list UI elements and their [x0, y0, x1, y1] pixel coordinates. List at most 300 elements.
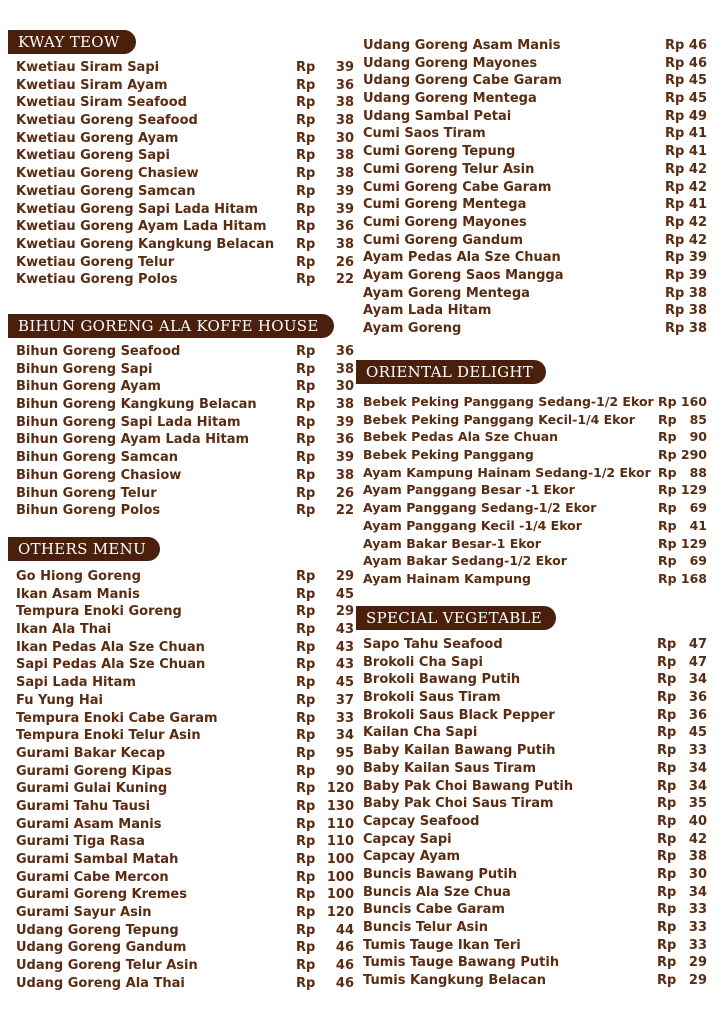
- menu-item-price: 38: [335, 166, 354, 182]
- menu-item: [16, 727, 354, 745]
- menu-item-name: Bebek Pedas Ala Sze Chuan: [363, 429, 559, 445]
- menu-item-name: Udang Goreng Mentega: [363, 91, 537, 107]
- menu-item-name: Udang Goreng Mayones: [363, 55, 538, 71]
- currency-label: Rp: [665, 161, 685, 177]
- menu-item: [16, 112, 354, 130]
- menu-item-price: 47: [688, 654, 707, 670]
- currency-label: Rp: [657, 760, 677, 776]
- menu-item: [16, 147, 354, 165]
- currency-label: Rp: [657, 743, 677, 759]
- currency-label: Rp: [657, 796, 677, 812]
- menu-item-price: 33: [335, 710, 354, 726]
- menu-item: [16, 904, 354, 922]
- currency-label: Rp: [296, 905, 316, 921]
- menu-item-price: 34: [688, 884, 707, 900]
- menu-item: [363, 249, 707, 267]
- menu-item-price: 38: [335, 113, 354, 129]
- currency-label: Rp: [657, 672, 677, 688]
- currency-label: Rp: [665, 38, 685, 53]
- menu-item: [363, 37, 707, 55]
- menu-item-name: Buncis Cabe Garam: [363, 902, 505, 918]
- menu-item-name: Kwetiau Goreng Polos: [16, 272, 178, 288]
- menu-item: [16, 218, 354, 236]
- currency-label: Rp: [296, 467, 316, 483]
- menu-item: [16, 236, 354, 254]
- menu-item-price: 41: [688, 144, 707, 160]
- currency-label: Rp: [296, 219, 316, 235]
- currency-label: Rp: [296, 657, 316, 673]
- menu-item: [16, 798, 354, 816]
- menu-item-name: Ayam Bakar Sedang-1/2 Ekor: [363, 553, 567, 569]
- menu-item-price: 42: [688, 161, 707, 177]
- menu-item-name: Gurami Goreng Kipas: [16, 763, 172, 779]
- menu-item-price: 40: [688, 813, 707, 829]
- menu-item: [16, 201, 354, 219]
- currency-label: Rp: [296, 379, 316, 395]
- currency-label: Rp: [657, 955, 677, 971]
- menu-item: [363, 901, 707, 919]
- currency-label: Rp: [657, 813, 677, 829]
- menu-item-price: 26: [335, 485, 354, 501]
- menu-item: [16, 361, 354, 379]
- menu-item-name: Kwetiau Goreng Ayam: [16, 130, 179, 146]
- menu-item-name: Buncis Bawang Putih: [363, 866, 518, 882]
- menu-item: [363, 232, 707, 250]
- menu-item-name: Cumi Saos Tiram: [363, 126, 486, 142]
- menu-item-price: 46: [335, 958, 354, 974]
- menu-item: [16, 568, 354, 586]
- menu-item-name: Kwetiau Goreng Chasiew: [16, 166, 199, 182]
- menu-item-name: Ayam Goreng Saos Mangga: [363, 267, 564, 283]
- menu-item: [363, 636, 707, 654]
- menu-item-price: 42: [688, 214, 707, 230]
- menu-item: [363, 760, 707, 778]
- menu-item: [363, 143, 707, 161]
- menu-item: [363, 831, 707, 849]
- menu-item-name: Bihun Goreng Sapi Lada Hitam: [16, 414, 241, 430]
- menu-item-price: 100: [326, 887, 354, 903]
- currency-label: Rp: [296, 201, 316, 217]
- menu-item-price: 46: [335, 940, 354, 956]
- currency-label: Rp: [657, 920, 677, 935]
- currency-label: Rp: [296, 922, 316, 938]
- currency-label: Rp: [296, 675, 316, 691]
- menu-item-price: 45: [688, 73, 707, 89]
- menu-item-price: 120: [326, 905, 354, 921]
- menu-item-price: 42: [688, 232, 707, 248]
- menu-item: [16, 77, 354, 95]
- menu-item-price: 38: [688, 303, 707, 319]
- menu-item-price: 41: [689, 517, 707, 533]
- menu-item-name: Udang Goreng Tepung: [16, 922, 179, 938]
- currency-label: Rp: [296, 604, 316, 620]
- menu-item-price: 29: [335, 604, 354, 620]
- menu-item-name: Cumi Goreng Gandum: [363, 232, 524, 248]
- menu-item: [363, 108, 707, 126]
- menu-item-price: 36: [335, 432, 354, 448]
- menu-item: [16, 621, 354, 639]
- menu-item-price: 22: [335, 272, 354, 288]
- menu-item-name: Bihun Goreng Seafood: [16, 344, 181, 359]
- menu-item: [16, 639, 354, 657]
- menu-item: [363, 552, 707, 570]
- menu-item-price: 90: [689, 429, 707, 445]
- menu-item: [16, 833, 354, 851]
- menu-item-price: 43: [335, 622, 354, 638]
- menu-item: [363, 724, 707, 742]
- currency-label: Rp: [296, 869, 316, 885]
- menu-item-name: Bebek Peking Panggang Kecil-1/4 Ekor: [363, 411, 635, 427]
- menu-item-price: 129: [680, 535, 707, 551]
- menu-item-price: 100: [326, 852, 354, 867]
- menu-item: [363, 55, 707, 73]
- menu-item-price: 30: [335, 130, 354, 146]
- currency-label: Rp: [657, 937, 677, 953]
- menu-item-price: 39: [335, 183, 354, 199]
- menu-item: [363, 446, 707, 464]
- section-header: SPECIAL VEGETABLE: [356, 606, 556, 630]
- menu-item-name: Gurami Cabe Mercon: [16, 869, 169, 885]
- menu-item-name: Ayam Panggang Kecil -1/4 Ekor: [363, 517, 582, 533]
- menu-item-price: 36: [688, 707, 707, 723]
- menu-item: [363, 884, 707, 902]
- menu-item: [16, 59, 354, 77]
- menu-item-price: 34: [688, 672, 707, 688]
- currency-label: Rp: [296, 639, 316, 655]
- menu-item-price: 41: [688, 197, 707, 213]
- menu-item-price: 44: [335, 922, 354, 938]
- menu-item-name: Baby Kailan Bawang Putih: [363, 743, 556, 759]
- menu-item-name: Gurami Asam Manis: [16, 816, 162, 832]
- menu-item-name: Kwetiau Goreng Telur: [16, 254, 175, 270]
- menu-item: [16, 467, 354, 485]
- menu-item-name: Ikan Pedas Ala Sze Chuan: [16, 639, 205, 655]
- currency-label: Rp: [657, 725, 677, 741]
- menu-item-price: 38: [335, 236, 354, 252]
- menu-item-price: 42: [688, 831, 707, 847]
- menu-item: [363, 125, 707, 143]
- menu-item-name: Sapi Lada Hitam: [16, 675, 136, 691]
- menu-item: [16, 922, 354, 940]
- menu-item: [363, 320, 707, 338]
- menu-item-name: Gurami Tiga Rasa: [16, 834, 145, 850]
- menu-item-price: 33: [688, 920, 707, 935]
- currency-label: Rp: [296, 450, 316, 466]
- menu-item-name: Gurami Sambal Matah: [16, 852, 179, 867]
- currency-label: Rp: [657, 849, 677, 865]
- currency-label: Rp: [657, 654, 677, 670]
- menu-item-name: Bihun Goreng Samcan: [16, 450, 178, 466]
- menu-item: [363, 742, 707, 760]
- section-header: OTHERS MENU: [8, 537, 160, 561]
- menu-item-name: Kwetiau Goreng Sapi: [16, 148, 170, 164]
- currency-label: Rp: [296, 432, 316, 448]
- currency-label: Rp: [657, 831, 677, 847]
- menu-item: [363, 972, 707, 990]
- currency-label: Rp: [296, 166, 316, 182]
- menu-item: [16, 271, 354, 289]
- currency-label: Rp: [658, 535, 677, 551]
- menu-item: [363, 285, 707, 303]
- menu-item-price: 130: [326, 798, 354, 814]
- menu-item: [16, 745, 354, 763]
- currency-label: Rp: [296, 503, 316, 519]
- menu-item-name: Ayam Goreng Mentega: [363, 285, 530, 301]
- currency-label: Rp: [665, 267, 685, 283]
- menu-item-price: 160: [680, 394, 707, 409]
- currency-label: Rp: [296, 113, 316, 129]
- menu-item-price: 39: [335, 414, 354, 430]
- currency-label: Rp: [296, 798, 316, 814]
- menu-item-price: 43: [335, 639, 354, 655]
- menu-item: [16, 396, 354, 414]
- menu-item-price: 100: [326, 869, 354, 885]
- currency-label: Rp: [657, 707, 677, 723]
- menu-item-name: Tempura Enoki Telur Asin: [16, 728, 201, 744]
- currency-label: Rp: [665, 214, 685, 230]
- menu-item-price: 38: [335, 148, 354, 164]
- menu-item-name: Tumis Tauge Bawang Putih: [363, 955, 560, 971]
- menu-item-name: Udang Goreng Telur Asin: [16, 958, 198, 974]
- currency-label: Rp: [665, 126, 685, 142]
- menu-item: [16, 780, 354, 798]
- menu-item: [16, 502, 354, 520]
- menu-item-name: Ayam Panggang Besar -1 Ekor: [363, 482, 575, 498]
- menu-item-name: Udang Goreng Asam Manis: [363, 38, 561, 53]
- menu-item-price: 90: [335, 763, 354, 779]
- menu-item-name: Udang Goreng Gandum: [16, 940, 187, 956]
- menu-item-price: 38: [688, 285, 707, 301]
- currency-label: Rp: [296, 745, 316, 761]
- menu-item-price: 39: [335, 450, 354, 466]
- menu-item-price: 34: [688, 760, 707, 776]
- menu-item-price: 45: [335, 586, 354, 602]
- menu-item-name: Bihun Goreng Ayam: [16, 379, 161, 395]
- menu-item-name: Bihun Goreng Telur: [16, 485, 157, 501]
- menu-item-name: Kwetiau Siram Ayam: [16, 77, 168, 93]
- menu-item-price: 95: [335, 745, 354, 761]
- menu-item-name: Bihun Goreng Sapi: [16, 361, 153, 377]
- menu-item-name: Capcay Seafood: [363, 813, 480, 829]
- menu-item-name: Gurami Bakar Kecap: [16, 745, 166, 761]
- currency-label: Rp: [296, 692, 316, 708]
- currency-label: Rp: [296, 763, 316, 779]
- menu-item: [16, 886, 354, 904]
- menu-item-name: Bihun Goreng Kangkung Belacan: [16, 397, 257, 413]
- menu-item: [363, 813, 707, 831]
- currency-label: Rp: [665, 55, 685, 71]
- menu-item-price: 46: [335, 975, 354, 991]
- menu-item: [363, 179, 707, 197]
- menu-item-name: Tempura Enoki Cabe Garam: [16, 710, 218, 726]
- menu-item: [16, 656, 354, 674]
- menu-item: [16, 183, 354, 201]
- menu-item-price: 34: [688, 778, 707, 794]
- menu-item: [363, 267, 707, 285]
- currency-label: Rp: [296, 272, 316, 288]
- menu-item: [363, 570, 707, 588]
- menu-item: [16, 254, 354, 272]
- menu-item: [363, 517, 707, 535]
- currency-label: Rp: [665, 73, 685, 89]
- currency-label: Rp: [296, 236, 316, 252]
- currency-label: Rp: [657, 902, 677, 918]
- menu-item-price: 36: [688, 690, 707, 706]
- currency-label: Rp: [296, 834, 316, 850]
- menu-item-price: 129: [680, 482, 707, 498]
- menu-item-name: Capcay Sapi: [363, 831, 452, 847]
- menu-item-name: Udang Sambal Petai: [363, 108, 512, 124]
- currency-label: Rp: [296, 781, 316, 797]
- menu-item: [16, 130, 354, 148]
- menu-item: [16, 939, 354, 957]
- menu-item-price: 46: [688, 38, 707, 53]
- currency-label: Rp: [665, 197, 685, 213]
- currency-label: Rp: [658, 517, 677, 533]
- currency-label: Rp: [665, 232, 685, 248]
- currency-label: Rp: [296, 361, 316, 377]
- menu-item-price: 45: [688, 91, 707, 107]
- menu-item-price: 36: [335, 77, 354, 93]
- menu-item-name: Bebek Peking Panggang: [363, 447, 534, 463]
- menu-item: [363, 302, 707, 320]
- menu-item-price: 39: [688, 250, 707, 266]
- currency-label: Rp: [296, 852, 316, 867]
- menu-item-name: Ayam Goreng: [363, 321, 462, 336]
- menu-item: [16, 603, 354, 621]
- menu-item-price: 45: [688, 725, 707, 741]
- menu-item: [16, 763, 354, 781]
- currency-label: Rp: [296, 586, 316, 602]
- menu-item-name: Buncis Telur Asin: [363, 920, 488, 935]
- menu-item: [363, 707, 707, 725]
- currency-label: Rp: [657, 866, 677, 882]
- section-item-list: [363, 393, 707, 588]
- menu-item-price: 85: [689, 411, 707, 427]
- currency-label: Rp: [665, 285, 685, 301]
- menu-item: [363, 428, 707, 446]
- menu-item: [363, 866, 707, 884]
- currency-label: Rp: [296, 148, 316, 164]
- menu-item-price: 69: [689, 500, 707, 516]
- section-header: KWAY TEOW: [8, 30, 136, 54]
- menu-item: [16, 485, 354, 503]
- currency-label: Rp: [296, 254, 316, 270]
- menu-item-name: Baby Pak Choi Bawang Putih: [363, 778, 574, 794]
- section-item-list: [363, 37, 707, 338]
- menu-item-price: 22: [335, 503, 354, 519]
- menu-item-name: Kwetiau Goreng Samcan: [16, 183, 196, 199]
- menu-item: [363, 654, 707, 672]
- currency-label: Rp: [658, 411, 677, 427]
- menu-item: [363, 90, 707, 108]
- currency-label: Rp: [658, 429, 677, 445]
- currency-label: Rp: [665, 108, 685, 124]
- menu-item-name: Cumi Goreng Mentega: [363, 197, 527, 213]
- currency-label: Rp: [657, 778, 677, 794]
- currency-label: Rp: [665, 91, 685, 107]
- menu-item-name: Ayam Kampung Hainam Sedang-1/2 Ekor: [363, 464, 651, 480]
- menu-item: [363, 481, 707, 499]
- currency-label: Rp: [665, 179, 685, 195]
- menu-item: [363, 937, 707, 955]
- currency-label: Rp: [658, 464, 677, 480]
- currency-label: Rp: [665, 321, 685, 336]
- menu-item: [16, 378, 354, 396]
- currency-label: Rp: [296, 130, 316, 146]
- menu-item-price: 168: [680, 570, 707, 586]
- menu-item-price: 39: [335, 201, 354, 217]
- menu-item-name: Ayam Bakar Besar-1 Ekor: [363, 535, 541, 551]
- menu-item-price: 36: [335, 219, 354, 235]
- menu-item: [16, 710, 354, 728]
- menu-item: [363, 196, 707, 214]
- currency-label: Rp: [657, 973, 677, 989]
- menu-item-name: Cumi Goreng Tepung: [363, 144, 516, 160]
- menu-item: [16, 165, 354, 183]
- menu-item: [16, 414, 354, 432]
- menu-item-price: 46: [688, 55, 707, 71]
- section-header: ORIENTAL DELIGHT: [356, 360, 546, 384]
- menu-item-price: 37: [335, 692, 354, 708]
- menu-item: [16, 431, 354, 449]
- currency-label: Rp: [658, 447, 677, 463]
- menu-item-name: Kwetiau Goreng Sapi Lada Hitam: [16, 201, 258, 217]
- menu-item-price: 29: [688, 973, 707, 989]
- menu-item: [363, 848, 707, 866]
- menu-item-price: 35: [688, 796, 707, 812]
- currency-label: Rp: [657, 690, 677, 706]
- menu-item: [363, 499, 707, 517]
- menu-item-price: 33: [688, 937, 707, 953]
- menu-item-name: Brokoli Cha Sapi: [363, 654, 483, 670]
- menu-item-name: Bihun Goreng Ayam Lada Hitam: [16, 432, 250, 448]
- menu-item-price: 33: [688, 902, 707, 918]
- menu-item-price: 38: [688, 849, 707, 865]
- menu-item-name: Sapo Tahu Seafood: [363, 637, 503, 652]
- menu-item-price: 29: [688, 955, 707, 971]
- menu-item-name: Udang Goreng Ala Thai: [16, 975, 185, 991]
- menu-item-name: Fu Yung Hai: [16, 692, 103, 708]
- currency-label: Rp: [296, 622, 316, 638]
- menu-item-price: 38: [335, 95, 354, 111]
- menu-item-name: Brokoli Saus Tiram: [363, 690, 501, 706]
- menu-item: [16, 692, 354, 710]
- menu-item-name: Gurami Tahu Tausi: [16, 798, 151, 814]
- menu-item-name: Ayam Panggang Sedang-1/2 Ekor: [363, 500, 597, 516]
- menu-item-price: 88: [689, 464, 707, 480]
- menu-item-price: 36: [335, 344, 354, 359]
- menu-item: [16, 674, 354, 692]
- section-item-list: [363, 636, 707, 990]
- menu-item-name: Tempura Enoki Goreng: [16, 604, 182, 620]
- currency-label: Rp: [658, 553, 677, 569]
- currency-label: Rp: [296, 60, 316, 75]
- menu-item-price: 38: [335, 397, 354, 413]
- menu-item-price: 69: [689, 553, 707, 569]
- menu-item: [16, 869, 354, 887]
- currency-label: Rp: [296, 958, 316, 974]
- currency-label: Rp: [296, 887, 316, 903]
- menu-item-price: 49: [688, 108, 707, 124]
- currency-label: Rp: [296, 975, 316, 991]
- menu-item: [363, 919, 707, 937]
- menu-item-name: Cumi Goreng Telur Asin: [363, 161, 535, 177]
- menu-item-name: Baby Pak Choi Saus Tiram: [363, 796, 554, 812]
- section-item-list: [16, 343, 354, 520]
- menu-item-name: Capcay Ayam: [363, 849, 461, 865]
- menu-item-name: Cumi Goreng Cabe Garam: [363, 179, 552, 195]
